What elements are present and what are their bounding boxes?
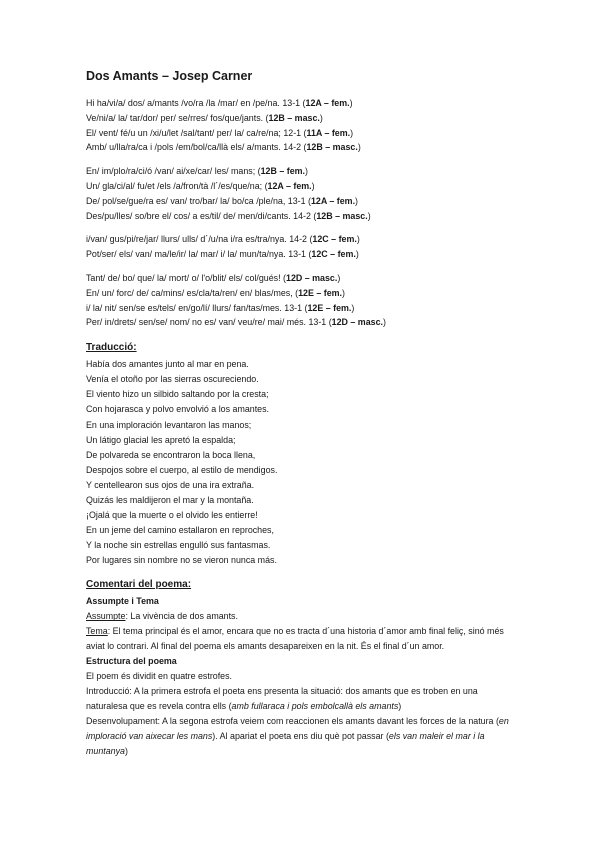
scansion-text: Un/ gla/ci/al/ fu/et /els /a/fron/tà /l´/es/que/na; ( xyxy=(86,180,268,191)
rhyme-tag-close: ) xyxy=(355,249,359,260)
translation-line: Despojos sobre el cuerpo, al estilo de mendigos. xyxy=(86,464,278,475)
rhyme-tag-close: ) xyxy=(355,195,359,206)
rhyme-tag-close: ) xyxy=(337,272,341,283)
rhyme-tag: 12A – fem. xyxy=(310,195,356,206)
scansion-text: i/van/ gus/pi/re/jar/ llurs/ ulls/ d´/u/na i/ra es/tra/nya. 14-2 ( xyxy=(86,234,313,245)
scansion-text: En/ im/plo/ra/ci/ó /van/ ai/xe/car/ les/ mans; ( xyxy=(86,166,261,177)
poem-line xyxy=(86,315,516,330)
scansion-text: Amb/ u/lla/ra/ca i /pols /em/bol/ca/llà els/ a/mants. 14-2 ( xyxy=(86,142,307,153)
poem-line xyxy=(86,209,516,224)
rhyme-tag: 12A – fem. xyxy=(305,98,350,108)
estructura-heading: Estructura del poema xyxy=(86,656,177,667)
introduccio-quote: amb fullaraca i pols embolcallà els amants xyxy=(231,701,399,712)
rhyme-tag-close: ) xyxy=(351,302,355,313)
poem-line xyxy=(86,140,516,155)
introduccio-text: Introducció: A la primera estrofa el poeta ens presenta la situació: dos amants que es troben en una naturalesa que es revela contra ells ( xyxy=(86,686,478,712)
desenvolupament-quote-2: els van maleir el mar i la muntanya xyxy=(86,731,485,757)
rhyme-tag-close: ) xyxy=(357,142,361,153)
rhyme-tag-close: ) xyxy=(349,98,353,108)
poem-line xyxy=(86,111,516,126)
rhyme-tag: 12B – fem. xyxy=(260,166,306,177)
scansion-text: Per/ in/drets/ sen/se/ nom/ no es/ van/ veu/re/ mai/ més. 13-1 ( xyxy=(86,317,332,328)
poem-line xyxy=(86,126,516,141)
introduccio-end: ) xyxy=(398,701,402,712)
translation-line: Un látigo glacial les apretó la espalda; xyxy=(86,434,236,445)
desenvolupament-paragraph xyxy=(86,714,516,759)
poem-stanza xyxy=(86,96,516,155)
scansion-text: Hi ha/vi/a/ dos/ a/mants /vo/ra /la /mar/ en /pe/na. 13-1 ( xyxy=(86,98,306,108)
poem-line xyxy=(86,96,516,111)
comentari-heading: Comentari del poema: xyxy=(86,579,192,591)
rhyme-tag: 12B – masc. xyxy=(316,210,368,221)
scansion-text: De/ pol/se/gue/ra es/ van/ tro/bar/ la/ bo/ca /ple/na, 13-1 ( xyxy=(86,195,311,206)
translation-line: Y la noche sin estrellas engulló sus fantasmas. xyxy=(86,540,271,551)
poem-stanza xyxy=(86,271,516,330)
rhyme-tag-close: ) xyxy=(350,127,354,138)
rhyme-tag: 12B – masc. xyxy=(268,112,320,123)
assumpte-paragraph xyxy=(86,609,516,624)
tema-paragraph xyxy=(86,624,516,654)
assumpte-label: Assumpte xyxy=(86,611,126,622)
estructura-text: El poem és dividit en quatre estrofes. xyxy=(86,671,233,682)
rhyme-tag-close: ) xyxy=(367,210,371,221)
rhyme-tag-close: ) xyxy=(356,234,360,245)
poem-title: Dos Amants – Josep Carner xyxy=(86,69,253,83)
poem-line xyxy=(86,286,516,301)
rhyme-tag: 11A – fem. xyxy=(306,127,351,138)
translation-line: Quizás les maldijeron el mar y la montaña. xyxy=(86,495,254,505)
desenvolupament-text: Desenvolupament: A la segona estrofa veiem com reaccionen els amants davant les forces de la natura ( xyxy=(86,716,499,727)
translation-line: Por lugares sin nombre no se vieron nunca más. xyxy=(86,555,277,566)
poem-stanzas xyxy=(86,96,516,330)
rhyme-tag: 12E – fem. xyxy=(307,302,352,313)
rhyme-tag-close: ) xyxy=(382,317,386,328)
rhyme-tag: 12C – fem. xyxy=(312,234,357,245)
poem-line xyxy=(86,271,516,286)
desenvolupament-mid: ). Al apariat el poeta ens diu què pot passar ( xyxy=(212,731,389,742)
translation-line: Había dos amantes junto al mar en pena. xyxy=(86,359,249,370)
poem-line xyxy=(86,247,516,262)
introduccio-paragraph xyxy=(86,684,516,714)
rhyme-tag: 12D – masc. xyxy=(286,272,338,283)
rhyme-tag: 12D – masc. xyxy=(331,317,383,328)
rhyme-tag: 12B – masc. xyxy=(306,142,358,153)
rhyme-tag: 12E – fem. xyxy=(298,287,343,298)
translation-line: En un jeme del camino estallaron en reproches, xyxy=(86,525,274,536)
poem-line xyxy=(86,164,516,179)
poem-line xyxy=(86,179,516,194)
tema-text: : El tema principal és el amor, encara que no es tracta d´una historia d´amor amb final feliç, sinó més aviat lo contrari. Al final del poema els amants desapareixen en la nit. És el final d´un amor. xyxy=(86,626,504,652)
poem-line xyxy=(86,194,516,209)
scansion-text: Des/pu/lles/ so/bre el/ cos/ a es/til/ de/ men/di/cants. 14-2 ( xyxy=(86,210,317,221)
scansion-text: Pot/ser/ els/ van/ ma/le/ir/ la/ mar/ i/ la/ mun/ta/nya. 13-1 ( xyxy=(86,249,312,260)
translation-line: De polvareda se encontraron la boca llena, xyxy=(86,449,256,460)
assumpte-tema-heading: Assumpte i Tema xyxy=(86,596,159,607)
tema-label: Tema xyxy=(86,626,108,637)
poem-stanza xyxy=(86,164,516,223)
poem-line xyxy=(86,301,516,316)
translation-line: Con hojarasca y polvo envolvió a los amantes. xyxy=(86,404,270,415)
rhyme-tag-close: ) xyxy=(305,166,308,177)
document-page xyxy=(86,68,516,759)
translation-line: Venía el otoño por las sierras oscureciendo. xyxy=(86,374,259,385)
translation-line: El viento hizo un silbido saltando por la cresta; xyxy=(86,389,269,400)
traduccio-heading: Traducció: xyxy=(86,342,137,354)
rhyme-tag: 12C – fem. xyxy=(311,249,356,260)
translation-line: En una imploración levantaron las manos; xyxy=(86,419,252,430)
rhyme-tag-close: ) xyxy=(342,287,345,298)
rhyme-tag: 12A – fem. xyxy=(267,180,312,191)
scansion-text: En/ un/ forc/ de/ ca/mins/ es/cla/ta/ren/ en/ blas/mes, ( xyxy=(86,287,299,298)
poem-stanza xyxy=(86,232,516,262)
scansion-text: Tant/ de/ bo/ que/ la/ mort/ o/ l'o/blit/ els/ col/gués! ( xyxy=(86,272,287,283)
scansion-text: i/ la/ nit/ sen/se es/tels/ en/go/lí/ llurs/ fan/tas/mes. 13-1 ( xyxy=(86,302,308,313)
scansion-text: Ve/ni/a/ la/ tar/dor/ per/ se/rres/ fos/que/jants. ( xyxy=(86,112,269,123)
desenvolupament-quote-1: en imploració van aixecar les mans xyxy=(86,716,509,742)
poem-line xyxy=(86,232,516,247)
scansion-text: El/ vent/ fé/u un /xi/u/let /sal/tant/ per/ la/ ca/re/na; 12-1 ( xyxy=(86,127,307,138)
translation-line: ¡Ojalá que la muerte o el olvido les entierre! xyxy=(86,510,258,521)
desenvolupament-end: ) xyxy=(124,746,128,757)
translation-lines xyxy=(86,357,516,568)
assumpte-text: : La vivència de dos amants. xyxy=(125,611,238,622)
translation-line: Y centellearon sus ojos de una ira extraña. xyxy=(86,479,255,490)
rhyme-tag-close: ) xyxy=(311,180,315,191)
rhyme-tag-close: ) xyxy=(319,112,323,123)
